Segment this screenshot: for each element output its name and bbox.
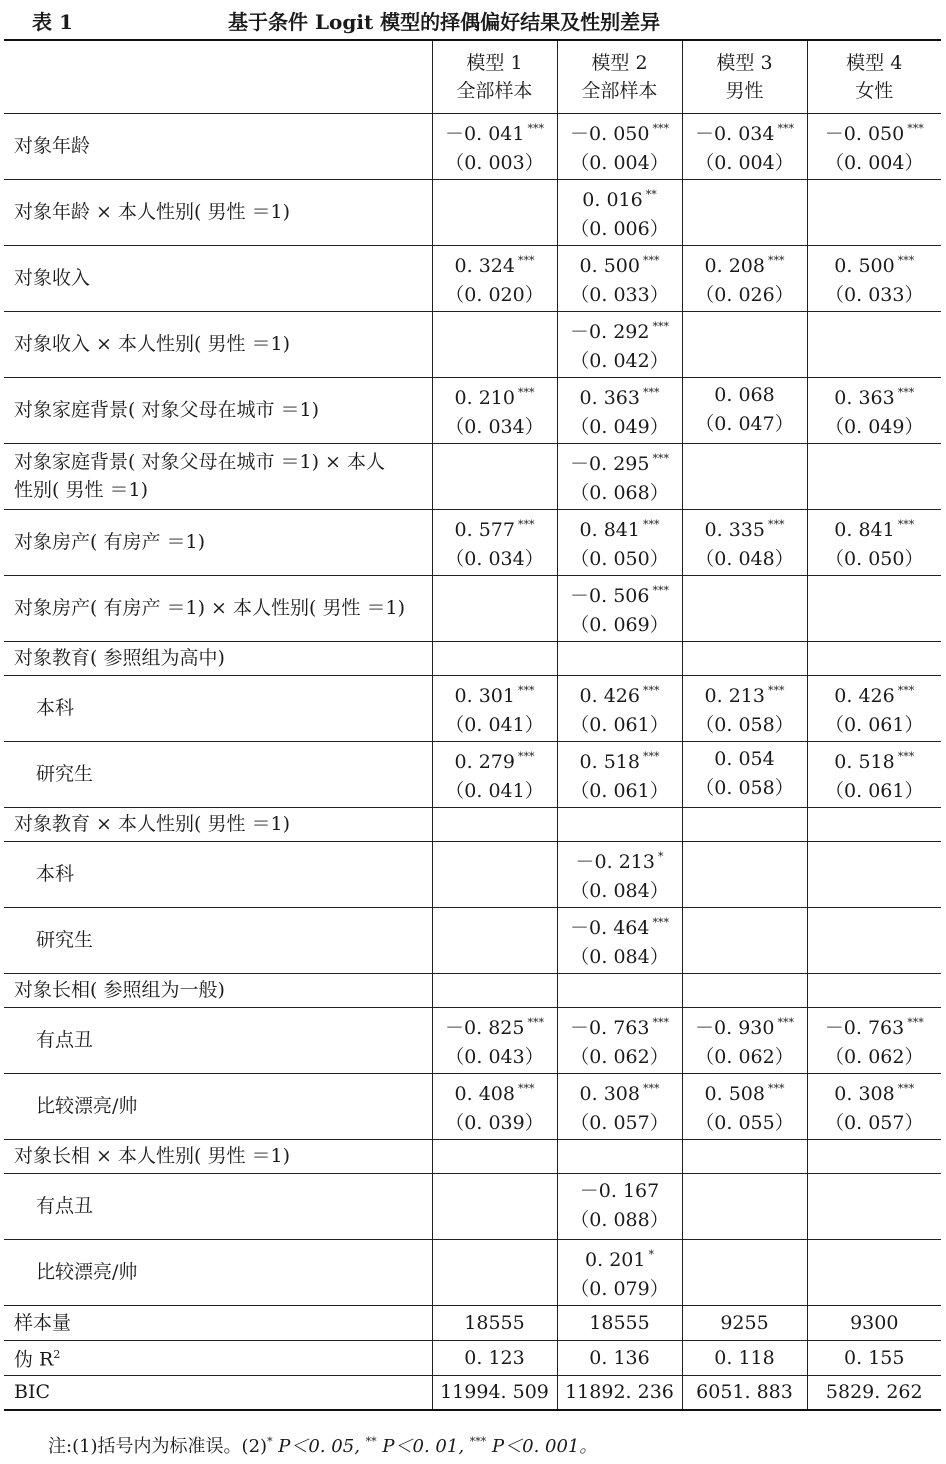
note-star-3: *** xyxy=(469,1435,487,1448)
note-star-1: * xyxy=(267,1435,273,1448)
coefficient: 0. 518 *** xyxy=(579,750,660,773)
summary-value: 0. 155 xyxy=(807,1340,941,1375)
coef-cell xyxy=(557,245,682,311)
empty-cell xyxy=(682,973,807,1007)
coefficient: －0. 506 *** xyxy=(570,584,669,607)
coef-cell xyxy=(432,377,557,443)
coef-cell xyxy=(682,113,807,179)
coef-cell xyxy=(807,1073,941,1139)
empty-cell xyxy=(432,179,557,245)
summary-value: 0. 123 xyxy=(432,1340,557,1375)
summary-label: 样本量 xyxy=(4,1305,432,1340)
summary-value: 0. 118 xyxy=(682,1340,807,1375)
significance-stars: *** xyxy=(642,386,660,399)
standard-error: （0. 079） xyxy=(570,1278,669,1300)
coef-cell xyxy=(432,245,557,311)
significance-stars: *** xyxy=(777,1016,794,1029)
table-row xyxy=(4,113,941,179)
significance-stars: *** xyxy=(527,122,544,135)
coefficient: 0. 068 xyxy=(714,384,775,406)
standard-error: （0. 062） xyxy=(695,1046,794,1068)
empty-cell xyxy=(682,641,807,675)
empty-cell xyxy=(807,641,941,675)
coefficient: 0. 324 *** xyxy=(454,254,535,277)
empty-cell xyxy=(682,841,807,907)
table-row xyxy=(4,377,941,443)
coef-cell xyxy=(682,245,807,311)
row-label: 对象教育( 参照组为高中) xyxy=(4,641,432,675)
significance-stars: *** xyxy=(767,518,785,531)
table-row xyxy=(4,245,941,311)
coefficient: 0. 500 *** xyxy=(834,254,915,277)
significance-stars: *** xyxy=(767,254,785,267)
standard-error: （0. 084） xyxy=(570,946,669,968)
coef-cell xyxy=(557,675,682,741)
coef-cell xyxy=(682,377,807,443)
standard-error: （0. 006） xyxy=(570,218,669,240)
standard-error: （0. 061） xyxy=(825,780,924,802)
significance-stars: *** xyxy=(652,1016,669,1029)
empty-cell xyxy=(432,641,557,675)
coefficient: －0. 213 * xyxy=(575,850,664,873)
summary-row xyxy=(4,1305,941,1340)
row-label: 有点丑 xyxy=(4,1173,432,1239)
coefficient: 0. 841 *** xyxy=(579,518,660,541)
standard-error: （0. 033） xyxy=(825,284,924,306)
coef-cell xyxy=(557,113,682,179)
header-variable xyxy=(4,40,432,113)
coef-cell xyxy=(432,741,557,807)
coefficient: －0. 050 *** xyxy=(824,122,924,145)
coefficient: 0. 500 *** xyxy=(579,254,660,277)
coefficient: －0. 763 *** xyxy=(824,1016,924,1039)
summary-value: 11892. 236 xyxy=(557,1375,682,1410)
section-row xyxy=(4,807,941,841)
standard-error: （0. 041） xyxy=(445,780,544,802)
significance-stars: *** xyxy=(517,518,535,531)
coef-cell xyxy=(682,741,807,807)
table-body xyxy=(4,113,941,1410)
coefficient: 0. 577 *** xyxy=(454,518,535,541)
coefficient: 0. 213 *** xyxy=(704,684,785,707)
coefficient: －0. 464 *** xyxy=(570,916,669,939)
table-row xyxy=(4,741,941,807)
results-table xyxy=(4,39,941,1411)
section-row xyxy=(4,641,941,675)
standard-error: （0. 068） xyxy=(570,482,669,504)
coefficient: －0. 050 *** xyxy=(570,122,669,145)
empty-cell xyxy=(807,807,941,841)
standard-error: （0. 004） xyxy=(825,152,924,174)
table-row xyxy=(4,179,941,245)
significance-stars: *** xyxy=(652,584,669,597)
standard-error: （0. 061） xyxy=(825,714,924,736)
empty-cell xyxy=(432,575,557,641)
table-note xyxy=(48,1432,597,1458)
summary-label: BIC xyxy=(4,1375,432,1410)
summary-value: 9300 xyxy=(807,1305,941,1340)
significance-stars: *** xyxy=(642,750,660,763)
coef-cell xyxy=(432,1007,557,1073)
table-number: 表 1 xyxy=(32,10,73,34)
summary-value: 18555 xyxy=(557,1305,682,1340)
row-label: 对象家庭背景( 对象父母在城市 ＝1) × 本人 性别( 男性 ＝1) xyxy=(4,443,432,509)
significance-stars: *** xyxy=(642,684,660,697)
table-row xyxy=(4,509,941,575)
empty-cell xyxy=(807,311,941,377)
standard-error: （0. 055） xyxy=(695,1112,794,1134)
standard-error: （0. 020） xyxy=(445,284,544,306)
header-row xyxy=(4,40,941,113)
significance-stars: *** xyxy=(907,1016,924,1029)
empty-cell xyxy=(432,311,557,377)
empty-cell xyxy=(807,1173,941,1239)
summary-value: 11994. 509 xyxy=(432,1375,557,1410)
significance-stars: *** xyxy=(897,254,915,267)
standard-error: （0. 050） xyxy=(570,548,669,570)
coef-cell xyxy=(432,113,557,179)
empty-cell xyxy=(807,841,941,907)
table-row xyxy=(4,1007,941,1073)
standard-error: （0. 058） xyxy=(695,714,794,736)
coefficient: 0. 016 ** xyxy=(582,188,657,211)
row-label: 比较漂亮/帅 xyxy=(4,1073,432,1139)
empty-cell xyxy=(807,1239,941,1305)
summary-value: 9255 xyxy=(682,1305,807,1340)
empty-cell xyxy=(682,575,807,641)
standard-error: （0. 034） xyxy=(445,416,544,438)
empty-cell xyxy=(557,641,682,675)
row-label: 研究生 xyxy=(4,741,432,807)
coefficient: 0. 408 *** xyxy=(454,1082,535,1105)
standard-error: （0. 039） xyxy=(445,1112,544,1134)
coef-cell xyxy=(432,1073,557,1139)
row-label: 本科 xyxy=(4,841,432,907)
summary-row xyxy=(4,1375,941,1410)
standard-error: （0. 047） xyxy=(695,413,794,435)
coefficient: 0. 426 *** xyxy=(834,684,915,707)
coef-cell xyxy=(557,1073,682,1139)
significance-stars: *** xyxy=(897,1082,915,1095)
coef-cell xyxy=(557,443,682,509)
standard-error: （0. 042） xyxy=(570,350,669,372)
row-label: 比较漂亮/帅 xyxy=(4,1239,432,1305)
standard-error: （0. 003） xyxy=(445,152,544,174)
coefficient: 0. 335 *** xyxy=(704,518,785,541)
coef-cell xyxy=(807,741,941,807)
significance-stars: *** xyxy=(652,320,669,333)
row-label: 对象长相( 参照组为一般) xyxy=(4,973,432,1007)
significance-stars: *** xyxy=(652,122,669,135)
coef-cell xyxy=(557,575,682,641)
significance-stars: *** xyxy=(642,1082,660,1095)
significance-stars: *** xyxy=(897,684,915,697)
coef-cell xyxy=(807,377,941,443)
empty-cell xyxy=(682,1239,807,1305)
coefficient: 0. 363 *** xyxy=(579,386,660,409)
coefficient: －0. 930 *** xyxy=(695,1016,794,1039)
empty-cell xyxy=(807,907,941,973)
row-label: 有点丑 xyxy=(4,1007,432,1073)
significance-stars: *** xyxy=(652,916,669,929)
coef-cell xyxy=(432,509,557,575)
empty-cell xyxy=(432,907,557,973)
table-row xyxy=(4,575,941,641)
empty-cell xyxy=(807,973,941,1007)
table-row xyxy=(4,907,941,973)
empty-cell xyxy=(432,807,557,841)
coefficient: －0. 825 *** xyxy=(445,1016,544,1039)
coef-cell xyxy=(807,675,941,741)
table-row xyxy=(4,1239,941,1305)
coef-cell xyxy=(807,113,941,179)
empty-cell xyxy=(807,575,941,641)
coefficient: 0. 208 *** xyxy=(704,254,785,277)
coefficient: 0. 363 *** xyxy=(834,386,915,409)
table-row xyxy=(4,311,941,377)
standard-error: （0. 062） xyxy=(570,1046,669,1068)
coefficient: 0. 210 *** xyxy=(454,386,535,409)
coef-cell xyxy=(682,675,807,741)
coefficient: 0. 518 *** xyxy=(834,750,915,773)
standard-error: （0. 004） xyxy=(695,152,794,174)
standard-error: （0. 034） xyxy=(445,548,544,570)
summary-value: 0. 136 xyxy=(557,1340,682,1375)
header-model-3: 模型 3 男性 xyxy=(682,40,807,113)
significance-stars: *** xyxy=(517,1082,535,1095)
standard-error: （0. 043） xyxy=(445,1046,544,1068)
empty-cell xyxy=(682,1139,807,1173)
coefficient: －0. 167 xyxy=(579,1180,660,1202)
standard-error: （0. 033） xyxy=(570,284,669,306)
section-row xyxy=(4,973,941,1007)
coef-cell xyxy=(682,509,807,575)
coef-cell xyxy=(557,311,682,377)
row-label: 对象教育 × 本人性别( 男性 ＝1) xyxy=(4,807,432,841)
empty-cell xyxy=(682,807,807,841)
summary-value: 6051. 883 xyxy=(682,1375,807,1410)
empty-cell xyxy=(432,1173,557,1239)
row-label: 研究生 xyxy=(4,907,432,973)
coef-cell xyxy=(557,741,682,807)
coefficient: 0. 841 *** xyxy=(834,518,915,541)
coefficient: －0. 295 *** xyxy=(570,452,669,475)
empty-cell xyxy=(682,311,807,377)
table-title-bar xyxy=(0,4,946,34)
standard-error: （0. 084） xyxy=(570,880,669,902)
coefficient: 0. 201 * xyxy=(585,1248,654,1271)
significance-stars: *** xyxy=(527,1016,544,1029)
note-p3: P＜0. 001。 xyxy=(492,1436,598,1457)
significance-stars: * xyxy=(648,1248,654,1261)
row-label: 对象收入 × 本人性别( 男性 ＝1) xyxy=(4,311,432,377)
coef-cell xyxy=(807,245,941,311)
summary-value: 5829. 262 xyxy=(807,1375,941,1410)
significance-stars: *** xyxy=(767,684,785,697)
significance-stars: *** xyxy=(642,254,660,267)
significance-stars: *** xyxy=(897,750,915,763)
empty-cell xyxy=(432,973,557,1007)
coefficient: 0. 508 *** xyxy=(704,1082,785,1105)
coef-cell xyxy=(682,1073,807,1139)
coefficient: 0. 054 xyxy=(714,748,775,770)
row-label: 对象收入 xyxy=(4,245,432,311)
coef-cell xyxy=(557,1239,682,1305)
coefficient: 0. 279 *** xyxy=(454,750,535,773)
empty-cell xyxy=(432,1139,557,1173)
standard-error: （0. 061） xyxy=(570,714,669,736)
note-p1: P＜0. 05, xyxy=(278,1436,360,1457)
row-label: 对象长相 × 本人性别( 男性 ＝1) xyxy=(4,1139,432,1173)
coefficient: －0. 763 *** xyxy=(570,1016,669,1039)
table-row xyxy=(4,1073,941,1139)
summary-row xyxy=(4,1340,941,1375)
significance-stars: * xyxy=(657,850,664,863)
significance-stars: *** xyxy=(517,684,535,697)
coef-cell xyxy=(682,1007,807,1073)
standard-error: （0. 069） xyxy=(570,614,669,636)
significance-stars: *** xyxy=(777,122,794,135)
coef-cell xyxy=(557,841,682,907)
summary-label: 伪 $R^2$ xyxy=(4,1340,432,1375)
empty-cell xyxy=(682,443,807,509)
empty-cell xyxy=(432,443,557,509)
coef-cell xyxy=(557,377,682,443)
standard-error: （0. 049） xyxy=(825,416,924,438)
significance-stars: *** xyxy=(642,518,660,531)
row-label: 对象房产( 有房产 ＝1) xyxy=(4,509,432,575)
row-label: 对象房产( 有房产 ＝1) × 本人性别( 男性 ＝1) xyxy=(4,575,432,641)
empty-cell xyxy=(557,807,682,841)
coef-cell xyxy=(557,509,682,575)
coef-cell xyxy=(557,1007,682,1073)
standard-error: （0. 062） xyxy=(825,1046,924,1068)
empty-cell xyxy=(557,1139,682,1173)
summary-value: 18555 xyxy=(432,1305,557,1340)
coefficient: －0. 292 *** xyxy=(570,320,669,343)
coefficient: 0. 308 *** xyxy=(834,1082,915,1105)
header-model-2: 模型 2 全部样本 xyxy=(557,40,682,113)
empty-cell xyxy=(682,179,807,245)
significance-stars: *** xyxy=(897,386,915,399)
note-prefix: 注:(1)括号内为标准误。(2) xyxy=(48,1436,268,1457)
standard-error: （0. 088） xyxy=(570,1209,669,1231)
significance-stars: *** xyxy=(517,750,535,763)
standard-error: （0. 048） xyxy=(695,548,794,570)
standard-error: （0. 049） xyxy=(570,416,669,438)
row-label: 对象年龄 xyxy=(4,113,432,179)
coefficient: －0. 034 *** xyxy=(695,122,794,145)
significance-stars: *** xyxy=(897,518,915,531)
significance-stars: ** xyxy=(645,188,657,201)
significance-stars: *** xyxy=(767,1082,785,1095)
standard-error: （0. 057） xyxy=(825,1112,924,1134)
coefficient: －0. 041 *** xyxy=(445,122,544,145)
empty-cell xyxy=(557,973,682,1007)
coefficient: 0. 301 *** xyxy=(454,684,535,707)
coef-cell xyxy=(557,907,682,973)
table-row xyxy=(4,443,941,509)
note-p2: P＜0. 01, xyxy=(382,1436,465,1457)
empty-cell xyxy=(682,1173,807,1239)
note-star-2: ** xyxy=(365,1435,377,1448)
row-label: 对象年龄 × 本人性别( 男性 ＝1) xyxy=(4,179,432,245)
coef-cell xyxy=(557,179,682,245)
coef-cell xyxy=(807,1007,941,1073)
empty-cell xyxy=(807,1139,941,1173)
coef-cell xyxy=(557,1173,682,1239)
coefficient: 0. 426 *** xyxy=(579,684,660,707)
table-row xyxy=(4,841,941,907)
standard-error: （0. 041） xyxy=(445,714,544,736)
empty-cell xyxy=(432,1239,557,1305)
standard-error: （0. 058） xyxy=(695,777,794,799)
header-model-1: 模型 1 全部样本 xyxy=(432,40,557,113)
standard-error: （0. 026） xyxy=(695,284,794,306)
empty-cell xyxy=(807,179,941,245)
header-model-4: 模型 4 女性 xyxy=(807,40,941,113)
table-title: 基于条件 Logit 模型的择偶偏好结果及性别差异 xyxy=(228,10,661,34)
table-row xyxy=(4,675,941,741)
significance-stars: *** xyxy=(652,452,669,465)
empty-cell xyxy=(682,907,807,973)
table-row xyxy=(4,1173,941,1239)
standard-error: （0. 061） xyxy=(570,780,669,802)
empty-cell xyxy=(432,841,557,907)
standard-error: （0. 050） xyxy=(825,548,924,570)
significance-stars: *** xyxy=(907,122,924,135)
coef-cell xyxy=(432,675,557,741)
standard-error: （0. 057） xyxy=(570,1112,669,1134)
coef-cell xyxy=(807,509,941,575)
standard-error: （0. 004） xyxy=(570,152,669,174)
row-label: 对象家庭背景( 对象父母在城市 ＝1) xyxy=(4,377,432,443)
section-row xyxy=(4,1139,941,1173)
coefficient: 0. 308 *** xyxy=(579,1082,660,1105)
empty-cell xyxy=(807,443,941,509)
significance-stars: *** xyxy=(517,386,535,399)
significance-stars: *** xyxy=(517,254,535,267)
row-label: 本科 xyxy=(4,675,432,741)
